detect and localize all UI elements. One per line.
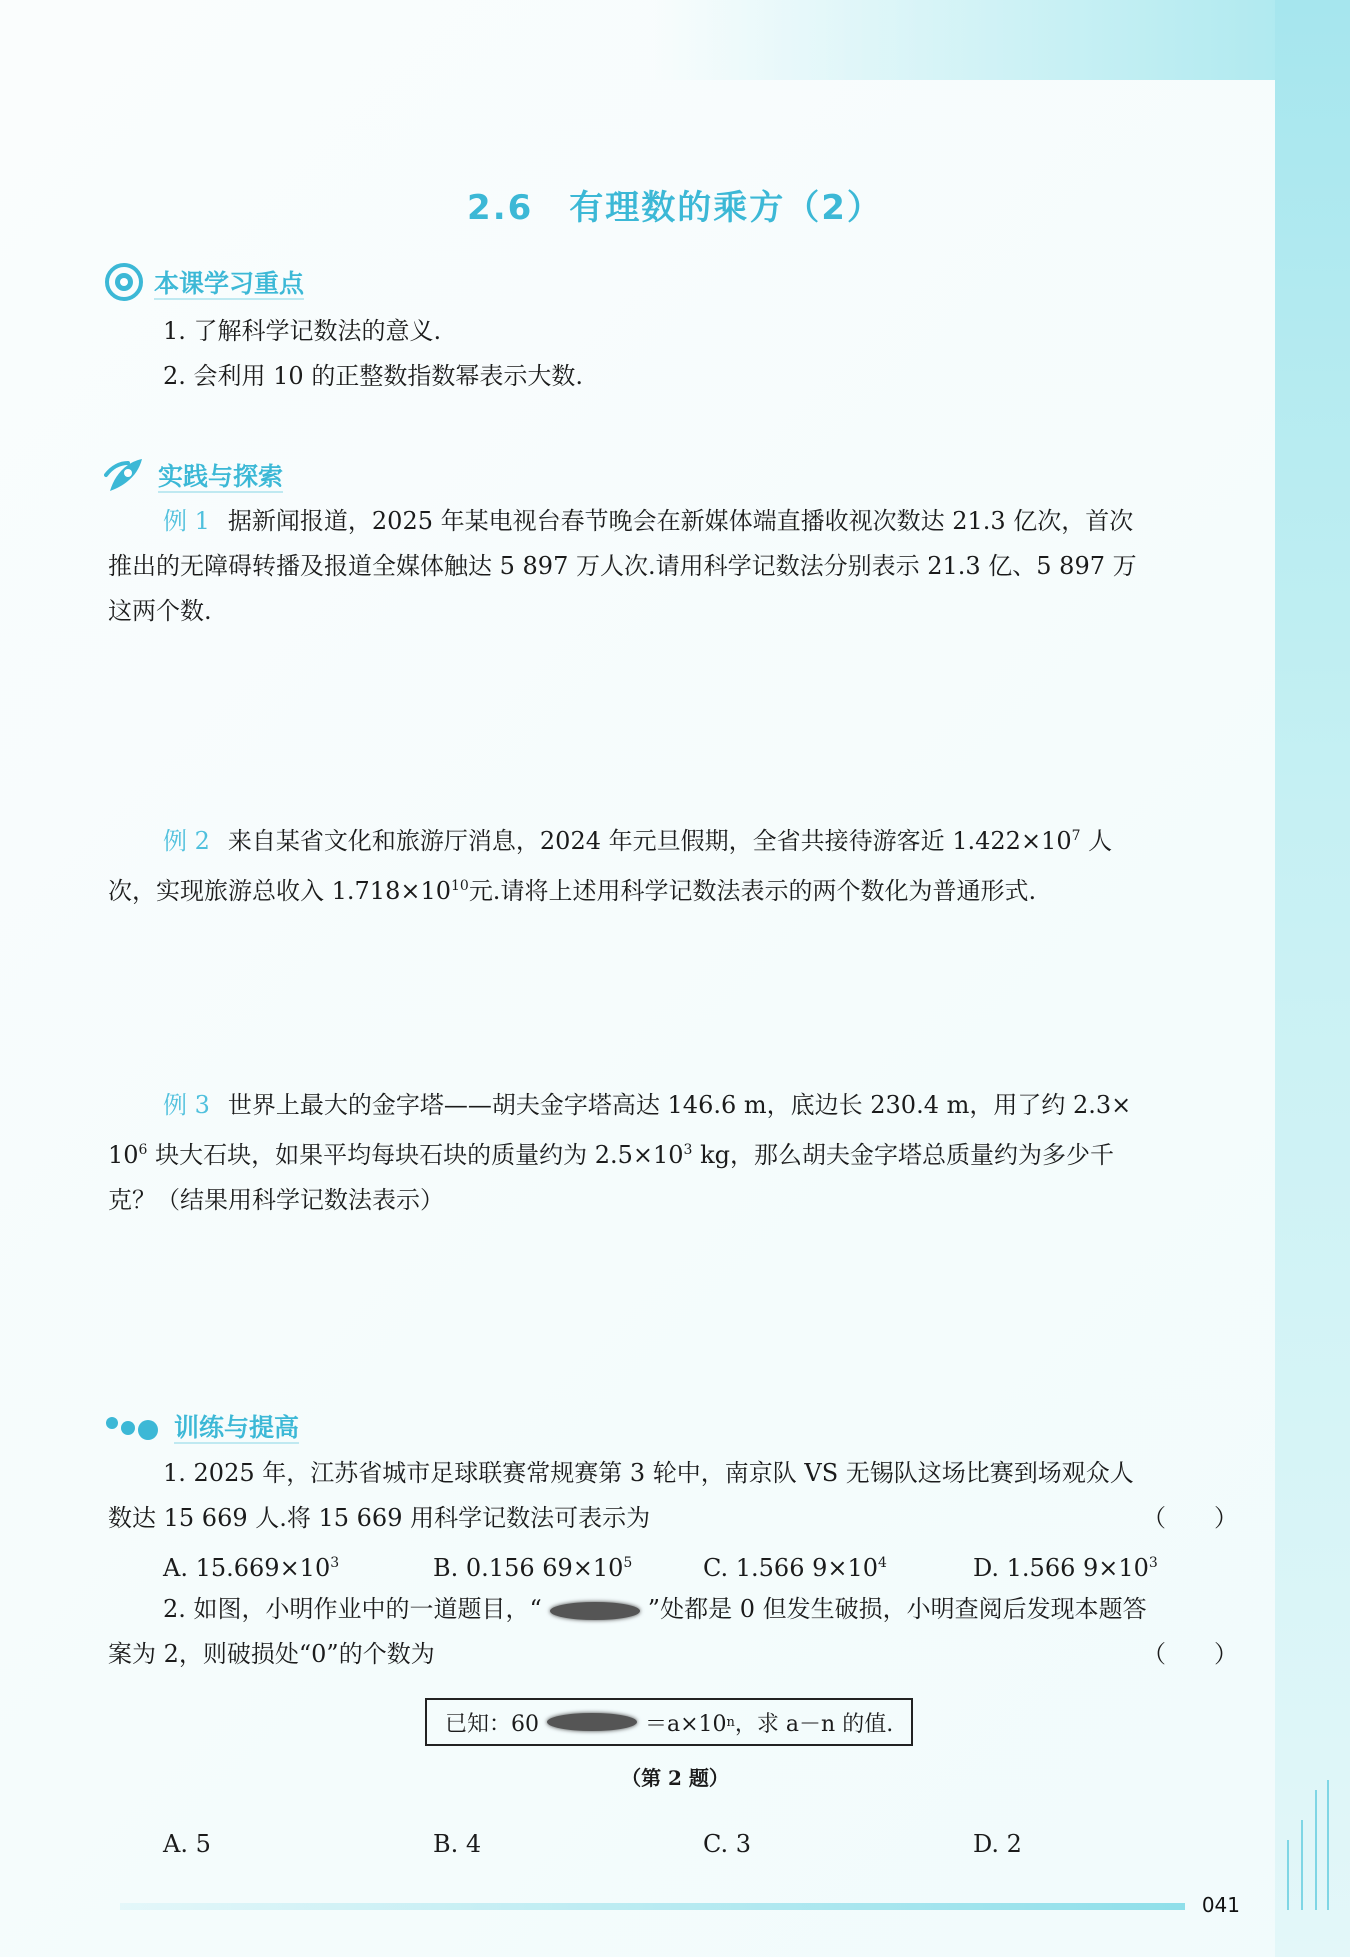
superscript: n — [726, 1714, 735, 1730]
example-3-text-1: 世界上最大的金字塔——胡夫金字塔高达 146.6 m，底边长 230.4 m，用了约 2.3× — [227, 1091, 1132, 1119]
answer-parentheses: （ ） — [1142, 1640, 1238, 1668]
question-2-text-2: 案为 2，则破损处“0”的个数为 — [108, 1640, 435, 1668]
page-title: 2.6 有理数的乘方（2） — [467, 188, 883, 228]
question-2-options — [163, 1830, 1243, 1858]
example-1 — [108, 499, 1238, 634]
option-b-text: B. 0.156 69×10 — [433, 1554, 624, 1582]
example-3-label: 例 3 — [163, 1091, 210, 1119]
section-heading-label: 本课学习重点 — [154, 269, 305, 298]
page-number: 041 — [1201, 1893, 1240, 1917]
option-a: A. 5 — [163, 1830, 211, 1858]
example-1-line-2: 推出的无障碍转播及报道全媒体触达 5 897 万人次.请用科学记数法分别表示 21.3 亿、5 897 万 — [108, 552, 1137, 580]
example-3 — [108, 1083, 1238, 1223]
option-d: D. 2 — [973, 1830, 1022, 1858]
figure-text-b: ＝a×10 — [645, 1711, 727, 1737]
question-2-text-1a: 2. 如图，小明作业中的一道题目，“ — [163, 1595, 542, 1623]
key-point-1: 1. 了解科学记数法的意义. — [163, 317, 442, 345]
superscript: 3 — [330, 1555, 340, 1571]
example-2-line-1 — [108, 814, 1238, 864]
figure-text-c: ，求 a－n 的值. — [734, 1711, 894, 1737]
superscript: 4 — [878, 1555, 887, 1571]
question-2-figure-box — [425, 1698, 913, 1746]
superscript: 5 — [623, 1555, 633, 1571]
option-c: C. 3 — [703, 1830, 752, 1858]
example-1-line-1 — [108, 499, 1238, 544]
option-d-text: D. 1.566 9×10 — [973, 1554, 1149, 1582]
superscript: 6 — [138, 1142, 148, 1158]
example-3-text-2b: 块大石块，如果平均每块石块的质量约为 2.5×10 — [147, 1141, 684, 1169]
example-2-text-2a: 次，实现旅游总收入 1.718×10 — [108, 877, 451, 905]
option-a — [163, 1541, 433, 1591]
damaged-ink-blot — [550, 1602, 640, 1620]
superscript: 7 — [1071, 828, 1081, 844]
superscript: 3 — [683, 1142, 693, 1158]
example-2-text-1: 来自某省文化和旅游厅消息，2024 年元旦假期，全省共接待游客近 1.422×10 — [227, 827, 1072, 855]
figure-caption: （第 2 题） — [621, 1766, 729, 1790]
question-2-line-1 — [108, 1587, 1238, 1632]
key-point-2: 2. 会利用 10 的正整数指数幂表示大数. — [163, 362, 583, 390]
answer-parentheses: （ ） — [1142, 1504, 1238, 1532]
target-icon — [104, 262, 144, 302]
option-d — [973, 1541, 1243, 1591]
superscript: 10 — [450, 878, 469, 894]
question-1-text-2: 数达 15 669 人.将 15 669 用科学记数法可表示为 — [108, 1504, 651, 1532]
example-3-line-2 — [108, 1128, 1238, 1178]
option-c-text: C. 1.566 9×10 — [703, 1554, 879, 1582]
section-heading-label: 训练与提高 — [174, 1413, 300, 1442]
section-heading-practice — [104, 453, 283, 497]
question-1-line-2 — [108, 1496, 1238, 1541]
option-b: B. 4 — [433, 1830, 482, 1858]
figure-text-a: 已知：60 — [445, 1711, 539, 1737]
rocket-icon — [104, 453, 148, 497]
example-1-label: 例 1 — [163, 507, 210, 535]
question-1-line-1: 1. 2025 年，江苏省城市足球联赛常规赛第 3 轮中，南京队 VS 无锡队这场比赛到场观众人 — [163, 1459, 1134, 1487]
footer-rule — [120, 1903, 1185, 1910]
option-c — [703, 1541, 973, 1591]
example-1-text-1: 据新闻报道，2025 年某电视台春节晚会在新媒体端直播收视次数达 21.3 亿次，首次 — [227, 507, 1134, 535]
example-2-text-1-end: 人 — [1080, 827, 1113, 855]
section-heading-training — [104, 1408, 299, 1444]
damaged-ink-blot — [547, 1713, 637, 1731]
dots-icon — [104, 1411, 164, 1441]
section-heading-label: 实践与探索 — [158, 462, 284, 491]
question-2-text-1b: ”处都是 0 但发生破损，小明查阅后发现本题答 — [647, 1595, 1147, 1623]
example-2-label: 例 2 — [163, 827, 210, 855]
question-2 — [108, 1587, 1238, 1677]
example-2-text-2b: 元.请将上述用科学记数法表示的两个数化为普通形式. — [468, 877, 1037, 905]
question-1-options — [163, 1541, 1243, 1591]
example-3-line-3: 克？（结果用科学记数法表示） — [108, 1186, 444, 1214]
superscript: 3 — [1148, 1555, 1158, 1571]
question-1 — [108, 1451, 1238, 1591]
example-2 — [108, 814, 1238, 914]
option-b — [433, 1541, 703, 1591]
example-2-line-2 — [108, 864, 1238, 914]
example-3-text-2a: 10 — [108, 1141, 139, 1169]
example-3-line-1 — [108, 1083, 1238, 1128]
decorative-lines-icon — [1278, 1780, 1338, 1910]
example-3-text-2c: kg，那么胡夫金字塔总质量约为多少千 — [692, 1141, 1115, 1169]
option-a-text: A. 15.669×10 — [163, 1554, 331, 1582]
section-heading-key-points — [104, 262, 304, 302]
question-2-line-2 — [108, 1632, 1238, 1677]
example-1-line-3: 这两个数. — [108, 597, 212, 625]
